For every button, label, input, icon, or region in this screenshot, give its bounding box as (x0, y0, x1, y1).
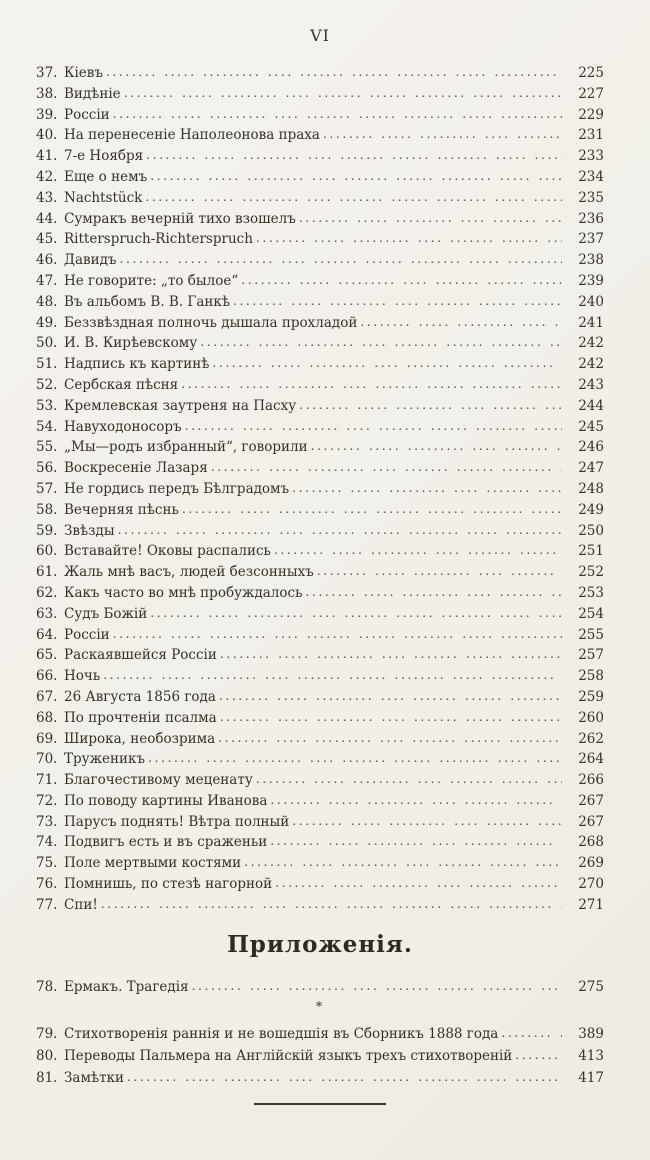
toc-entry-page: 270 (578, 876, 604, 893)
toc-entry-title: Nachtstück (64, 189, 143, 206)
toc-row (36, 292, 604, 313)
toc-entry-number: 70. (36, 751, 58, 768)
toc-entry-page: 248 (578, 480, 604, 497)
toc-entry-number: 66. (36, 668, 58, 685)
toc-row (36, 687, 604, 708)
toc-row (36, 1023, 604, 1045)
toc-row (36, 354, 604, 375)
toc-entry-page: 235 (578, 189, 604, 206)
dot-leader (120, 249, 562, 270)
toc-entry-title: По поводу картины Иванова (64, 792, 268, 809)
toc-entry-title: Беззвѣздная полночь дышала прохладой (64, 314, 358, 331)
toc-entry-title: Россіи (64, 626, 110, 643)
toc-entry-number: 62. (36, 584, 58, 601)
dot-leader (220, 644, 562, 665)
toc-row (36, 977, 604, 998)
toc-entry-title: Подвигъ есть и въ сраженьи (64, 834, 268, 851)
toc-entry-page: 225 (578, 65, 604, 81)
dot-leader (146, 145, 562, 166)
toc-entry-page: 245 (578, 418, 604, 435)
toc-entry-page: 417 (578, 1070, 604, 1087)
toc-entry-number: 48. (36, 293, 58, 310)
dot-leader (274, 540, 562, 561)
toc-entry-page: 243 (578, 376, 604, 393)
toc-list-main (36, 63, 604, 916)
toc-row (36, 604, 604, 625)
toc-entry-title: Помнишь, по стезѣ нагорной (64, 876, 273, 893)
toc-entry-page: 258 (578, 668, 604, 685)
toc-entry-number: 65. (36, 647, 58, 664)
toc-row (36, 479, 604, 500)
toc-row (36, 375, 604, 396)
toc-entry-title: Вставайте! Оковы распались (64, 543, 271, 560)
dot-leader (219, 686, 562, 707)
toc-entry-title: Замѣтки (64, 1070, 125, 1087)
toc-row (36, 541, 604, 562)
dot-leader (256, 228, 562, 249)
toc-entry-title: Стихотворенія раннія и не вошедшія въ Сборникъ 1888 года (64, 1026, 499, 1043)
toc-entry-page: 259 (578, 688, 604, 705)
toc-row (36, 645, 604, 666)
toc-row (36, 1067, 604, 1089)
toc-row (36, 125, 604, 146)
toc-entry-title: Въ альбомъ В. В. Ганкѣ (64, 293, 230, 310)
toc-entry-number: 46. (36, 252, 58, 269)
toc-list-appendix (36, 977, 604, 998)
dot-leader (113, 104, 562, 125)
toc-row (36, 250, 604, 271)
toc-row (36, 562, 604, 583)
toc-row (36, 437, 604, 458)
toc-entry-page: 257 (578, 647, 604, 664)
toc-entry-number: 60. (36, 543, 58, 560)
toc-entry-title: Сумракъ вечерній тихо взошелъ (64, 210, 296, 227)
toc-entry-page: 233 (578, 148, 604, 165)
dot-leader (275, 873, 562, 894)
dot-leader (150, 166, 562, 187)
toc-entry-number: 43. (36, 189, 58, 206)
toc-entry-number: 52. (36, 376, 58, 393)
toc-entry-title: Парусъ поднять! Вѣтра полный (64, 813, 290, 830)
toc-entry-title: Кремлевская заутреня на Пасху (64, 397, 297, 414)
toc-entry-number: 53. (36, 397, 58, 414)
toc-entry-title: Давидъ (64, 252, 117, 269)
toc-entry-page: 251 (578, 543, 604, 560)
dot-leader (244, 852, 562, 873)
toc-entry-number: 72. (36, 792, 58, 809)
toc-entry-number: 59. (36, 522, 58, 539)
dot-leader (515, 1044, 562, 1066)
toc-entry-title: Вечерняя пѣснь (64, 501, 179, 518)
toc-row (36, 458, 604, 479)
toc-entry-number: 78. (36, 978, 58, 995)
toc-row (36, 729, 604, 750)
toc-entry-page: 253 (578, 584, 604, 601)
toc-entry-title: Ritterspruch-Richterspruch (64, 231, 253, 248)
toc-entry-number: 41. (36, 148, 58, 165)
toc-entry-number: 77. (36, 896, 58, 913)
toc-entry-number: 71. (36, 772, 58, 789)
toc-row (36, 583, 604, 604)
toc-entry-number: 40. (36, 127, 58, 144)
toc-entry-title: Жаль мнѣ васъ, людей безсонныхъ (64, 564, 314, 581)
toc-entry-page: 267 (578, 813, 604, 830)
dot-leader (113, 624, 562, 645)
dot-leader (218, 728, 562, 749)
toc-entry-title: Благочестивому меценату (64, 772, 253, 789)
page-number-roman: VI (310, 26, 330, 45)
toc-entry-page: 268 (578, 834, 604, 851)
toc-row (36, 105, 604, 126)
dot-leader (211, 457, 562, 478)
dot-leader (305, 582, 562, 603)
toc-entry-page: 266 (578, 772, 604, 789)
toc-row (36, 625, 604, 646)
toc-row (36, 84, 604, 105)
dot-leader (256, 769, 562, 790)
toc-entry-title: Какъ часто во мнѣ пробуждалось (64, 584, 303, 601)
dot-leader (270, 790, 562, 811)
toc-entry-page: 264 (578, 751, 604, 768)
toc-entry-title: Звѣзды (64, 522, 115, 539)
toc-entry-title: Сербская пѣсня (64, 376, 179, 393)
toc-row (36, 229, 604, 250)
toc-entry-number: 56. (36, 460, 58, 477)
toc-entry-number: 50. (36, 335, 58, 352)
toc-entry-title: Спи! (64, 896, 98, 913)
dot-leader (182, 499, 562, 520)
toc-entry-number: 47. (36, 272, 58, 289)
toc-entry-number: 57. (36, 480, 58, 497)
dot-leader (501, 1022, 562, 1044)
dot-leader (181, 374, 562, 395)
toc-entry-title: Не гордись передъ Бѣлградомъ (64, 480, 290, 497)
toc-entry-page: 255 (578, 626, 604, 643)
toc-row (36, 666, 604, 687)
toc-entry-title: Видѣніе (64, 85, 121, 102)
toc-entry-page: 275 (578, 978, 604, 995)
asterisk-divider: * (315, 1000, 325, 1016)
toc-row (36, 1045, 604, 1067)
toc-entry-number: 75. (36, 855, 58, 872)
toc-entry-page: 242 (578, 335, 604, 352)
toc-entry-number: 68. (36, 709, 58, 726)
toc-entry-title: Надпись къ картинѣ (64, 356, 210, 373)
dot-leader (311, 436, 562, 457)
dot-leader (101, 894, 562, 915)
dot-leader (124, 83, 562, 104)
toc-entry-page: 237 (578, 231, 604, 248)
toc-row (36, 313, 604, 334)
toc-entry-title: Ермакъ. Трагедія (64, 978, 189, 995)
toc-row (36, 417, 604, 438)
dot-leader (127, 1066, 562, 1088)
toc-entry-number: 58. (36, 501, 58, 518)
dot-leader (200, 332, 562, 353)
dot-leader (323, 124, 562, 145)
dot-leader (292, 811, 562, 832)
toc-row (36, 167, 604, 188)
toc-entry-number: 61. (36, 564, 58, 581)
toc-entry-number: 42. (36, 168, 58, 185)
toc-entry-number: 80. (36, 1048, 58, 1065)
appendix-heading: Приложенія. (227, 930, 413, 958)
toc-entry-page: 234 (578, 168, 604, 185)
toc-entry-number: 38. (36, 85, 58, 102)
toc-entry-title: 26 Августа 1856 года (64, 688, 216, 705)
toc-entry-number: 64. (36, 626, 58, 643)
toc-row (36, 63, 604, 84)
dot-leader (148, 748, 562, 769)
toc-row (36, 708, 604, 729)
toc-row (36, 146, 604, 167)
toc-entry-page: 240 (578, 293, 604, 310)
toc-entry-number: 39. (36, 106, 58, 123)
dot-leader (299, 208, 562, 229)
dot-leader (360, 312, 562, 333)
dot-leader (241, 270, 562, 291)
toc-entry-number: 55. (36, 439, 58, 456)
toc-entry-page: 247 (578, 460, 604, 477)
dot-leader (185, 416, 562, 437)
toc-entry-number: 67. (36, 688, 58, 705)
toc-entry-page: 231 (578, 127, 604, 144)
dot-leader (270, 831, 562, 852)
toc-entry-page: 236 (578, 210, 604, 227)
toc-entry-title: 7-е Ноября (64, 148, 144, 165)
dot-leader (299, 395, 562, 416)
toc-entry-number: 54. (36, 418, 58, 435)
toc-entry-page: 227 (578, 85, 604, 102)
toc-entry-page: 269 (578, 855, 604, 872)
toc-entry-title: Кіевъ (64, 65, 103, 81)
toc-row (36, 749, 604, 770)
toc-row (36, 333, 604, 354)
dot-leader (192, 976, 562, 997)
toc-entry-page: 254 (578, 605, 604, 622)
toc-row (36, 832, 604, 853)
toc-entry-number: 81. (36, 1070, 58, 1087)
toc-entry-title: Еще о немъ (64, 168, 148, 185)
toc-entry-page: 262 (578, 730, 604, 747)
toc-entry-title: Ночь (64, 668, 101, 685)
toc-entry-title: Не говорите: „то былое“ (64, 272, 239, 289)
toc-entry-number: 73. (36, 813, 58, 830)
toc-row (36, 521, 604, 542)
dot-leader (233, 291, 562, 312)
toc-entry-page: 239 (578, 272, 604, 289)
toc-entry-page: 242 (578, 356, 604, 373)
toc-entry-number: 63. (36, 605, 58, 622)
toc-entry-title: На перенесеніе Наполеонова праха (64, 127, 320, 144)
toc-row (36, 500, 604, 521)
toc-row (36, 209, 604, 230)
dot-leader (212, 353, 562, 374)
toc-entry-number: 49. (36, 314, 58, 331)
dot-leader (150, 603, 562, 624)
toc-entry-page: 252 (578, 564, 604, 581)
dot-leader (220, 707, 562, 728)
toc-entry-number: 79. (36, 1026, 58, 1043)
dot-leader (103, 665, 562, 686)
toc-entry-number: 37. (36, 65, 58, 81)
toc-entry-page: 389 (578, 1026, 604, 1043)
toc-entry-title: Судъ Божій (64, 605, 148, 622)
toc-row (36, 791, 604, 812)
toc-entry-title: Раскаявшейся Россіи (64, 647, 217, 664)
toc-row (36, 812, 604, 833)
toc-row (36, 874, 604, 895)
toc-row (36, 188, 604, 209)
toc-entry-page: 246 (578, 439, 604, 456)
toc-entry-title: Поле мертвыми костями (64, 855, 242, 872)
toc-entry-page: 260 (578, 709, 604, 726)
toc-entry-title: Переводы Пальмера на Англійскій языкъ трехъ стихотвореній (64, 1048, 513, 1065)
toc-entry-page: 413 (578, 1048, 604, 1065)
toc-entry-title: И. В. Кирѣевскому (64, 335, 198, 352)
toc-entry-title: „Мы—родъ избранный“, говорили (64, 439, 308, 456)
toc-entry-title: По прочтеніи псалма (64, 709, 217, 726)
toc-entry-number: 44. (36, 210, 58, 227)
toc-entry-title: Навуходоносоръ (64, 418, 182, 435)
toc-entry-page: 249 (578, 501, 604, 518)
toc-entry-number: 74. (36, 834, 58, 851)
dot-leader (292, 478, 562, 499)
toc-entry-page: 244 (578, 397, 604, 414)
toc-entry-number: 45. (36, 231, 58, 248)
toc-entry-page: 238 (578, 252, 604, 269)
toc-row (36, 396, 604, 417)
toc-entry-title: Труженикъ (64, 751, 146, 768)
dot-leader (145, 187, 562, 208)
toc-row (36, 271, 604, 292)
toc-entry-page: 229 (578, 106, 604, 123)
toc-entry-page: 267 (578, 792, 604, 809)
toc-list-appendix-extra (36, 1023, 604, 1089)
toc-entry-page: 250 (578, 522, 604, 539)
toc-row (36, 853, 604, 874)
toc-entry-page: 241 (578, 314, 604, 331)
toc-entry-title: Воскресеніе Лазаря (64, 460, 208, 477)
toc-entry-title: Россіи (64, 106, 110, 123)
dot-leader (317, 561, 562, 582)
toc-entry-page: 271 (578, 896, 604, 913)
toc-entry-number: 76. (36, 876, 58, 893)
toc-row (36, 770, 604, 791)
toc-entry-title: Широка, необозрима (64, 730, 216, 747)
dot-leader (118, 520, 562, 541)
toc-entry-number: 69. (36, 730, 58, 747)
toc-row (36, 895, 604, 916)
end-rule (254, 1103, 386, 1105)
dot-leader (106, 62, 562, 83)
toc-entry-number: 51. (36, 356, 58, 373)
